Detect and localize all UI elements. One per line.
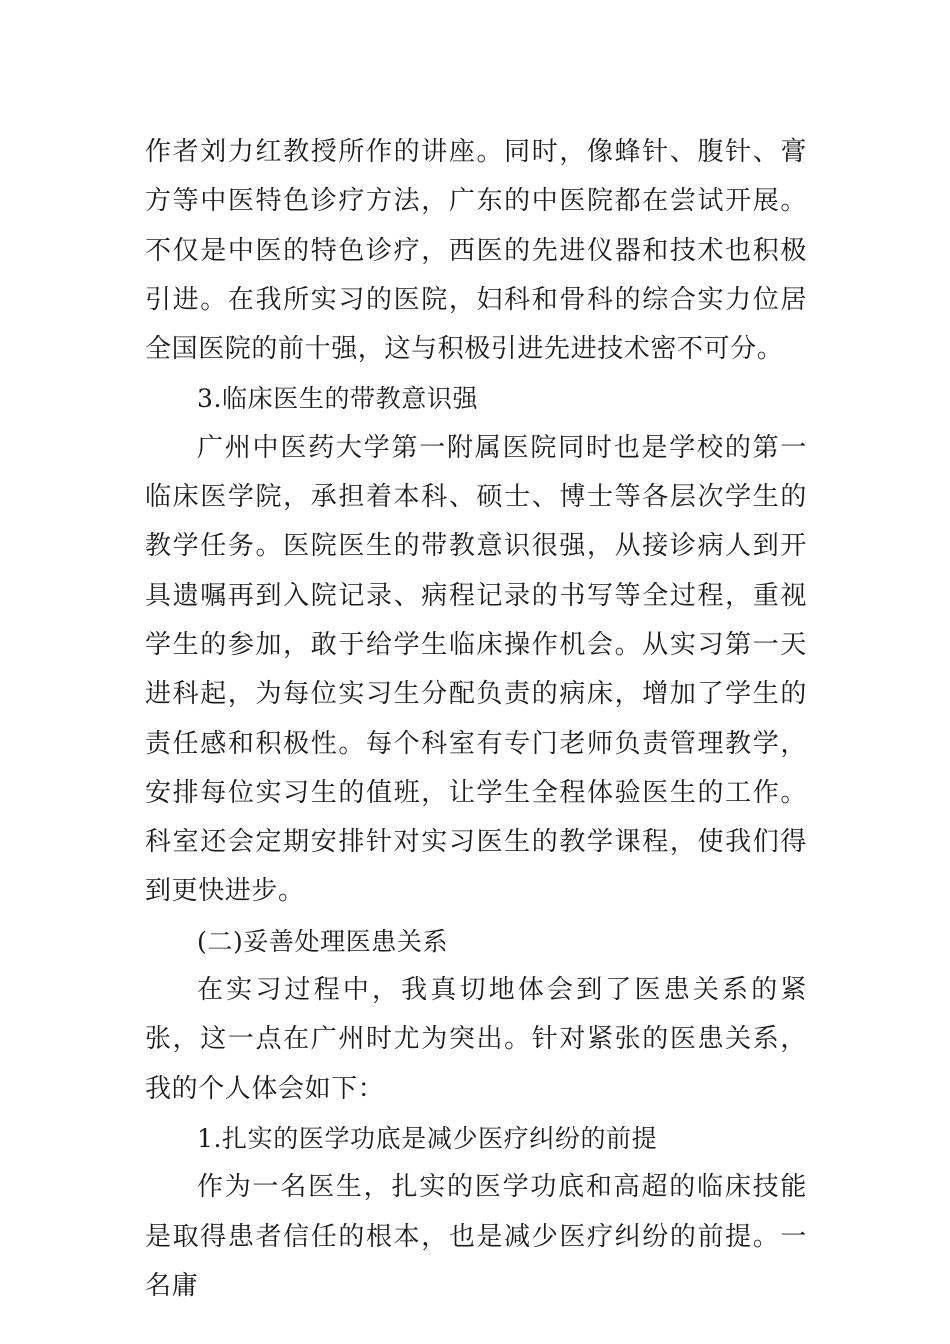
paragraph-clinical-teaching: 广州中医药大学第一附属医院同时也是学校的第一临床医学院，承担着本科、硕士、博士等各层次学生的教学任务。医院医生的带教意识很强，从接诊病人到开具遗嘱再到入院记录、病程记录的书写等全过程，重视学生的参加，敢于给学生临床操作机会。从实习第一天进科起，为每位实习生分配负责的病床，增加了学生的责任感和积极性。每个科室有专门老师负责管理教学，安排每位实习生的值班，让学生全程体验医生的工作。科室还会定期安排针对实习医生的教学课程，使我们得到更快进步。 [145,432,807,907]
section-heading-doctor-patient-relations: (二)妥善处理医患关系 [197,926,449,956]
paragraph-continued: 作者刘力红教授所作的讲座。同时，像蜂针、腹针、膏方等中医特色诊疗方法，广东的中医院都在尝试开展。不仅是中医的特色诊疗，西医的先进仪器和技术也积极引进。在我所实习的医院，妇科和骨科的综合实力位居全国医院的前十强，这与积极引进先进技术密不可分。 [145,137,807,365]
section-heading-medical-foundation: 1.扎实的医学功底是减少医疗纠纷的前提 [197,1123,658,1153]
paragraph-doctor-patient-intro: 在实习过程中，我真切地体会到了医患关系的紧张，这一点在广州时尤为突出。针对紧张的医患关系，我的个人体会如下： [145,975,807,1104]
paragraph-medical-foundation: 作为一名医生，扎实的医学功底和高超的临床技能是取得患者信任的根本，也是减少医疗纠纷的前提。一名庸 [145,1172,807,1301]
section-heading-clinical-teaching: 3.临床医生的带教意识强 [197,384,479,414]
document-body [145,128,807,1311]
